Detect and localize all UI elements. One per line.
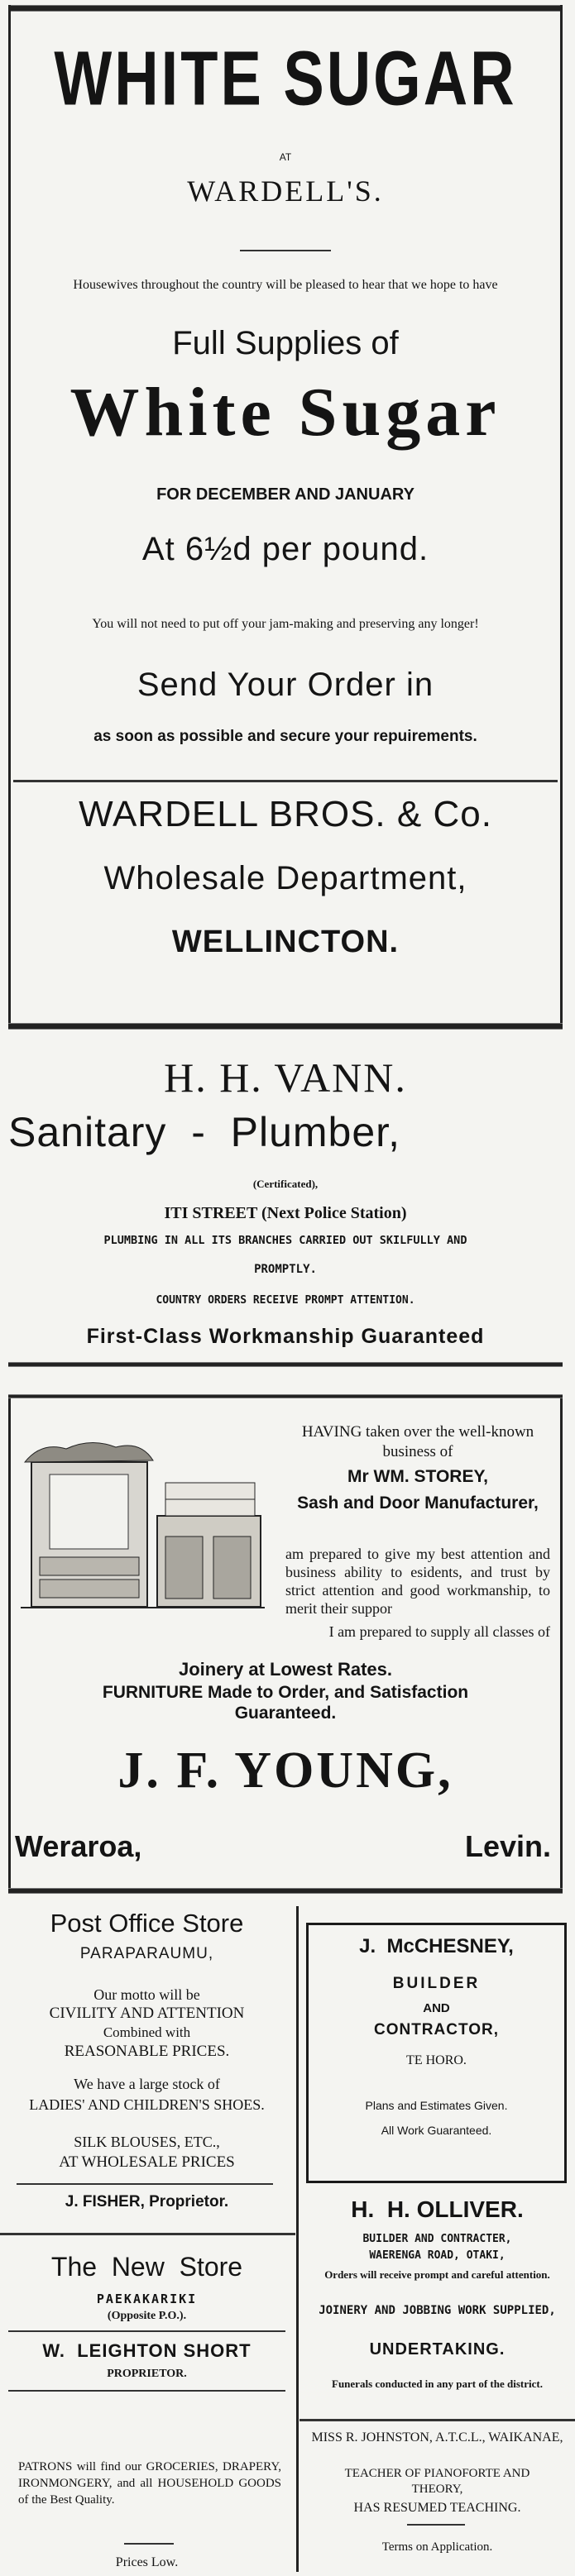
vann-plumbing: PLUMBING IN ALL ITS BRANCHES CARRIED OUT SKILFULLY AND [103,1234,467,1247]
mcchesney-builder: BUILDER [392,1975,481,1992]
cabinet-mirror [50,1474,128,1549]
fisher-shoes: LADIES' AND CHILDREN'S SHOES. [29,2096,265,2113]
mcchesney-and: AND [423,2001,450,2015]
olliver-name: H. H. OLLIVER. [351,2196,524,2222]
fisher-silk: SILK BLOUSES, ETC., [74,2134,220,2150]
short-name: W. LEIGHTON SHORT [42,2340,252,2361]
sugar-ad [8,0,563,1034]
mcchesney-work: All Work Guaranteed. [381,2124,492,2137]
fisher-combined: Combined with [103,2024,191,2040]
sugar-period: FOR DECEMBER AND JANUARY [156,485,414,504]
short-opp: (Opposite P.O.). [107,2310,187,2322]
fisher-place: PARAPARAUMU, [79,1945,214,1962]
sugar-note: You will not need to put off your jam-making and preserving any longer! [92,617,479,631]
cabinet-drawer-2 [40,1580,139,1598]
sugar-firm: WARDELL BROS. & Co. [79,794,492,834]
fisher-ad [0,1902,294,2237]
vann-ad [8,1044,563,1374]
sugar-send-order: Send Your Order in [137,667,434,703]
fisher-wholesale: AT WHOLESALE PRICES [59,2153,235,2171]
sugar-divider-2 [13,780,558,782]
sugar-bottom-border [8,1023,563,1030]
mcchesney-plans: Plans and Estimates Given. [365,2099,508,2112]
cabinet-drawer [40,1557,139,1575]
vann-country: COUNTRY ORDERS RECEIVE PROMPT ATTENTION. [156,1294,415,1307]
johnston-teacher: TEACHER OF PIANOFORTE AND THEORY, [344,2467,530,2496]
young-bottom-border [8,1888,563,1894]
short-divider-2 [8,2390,285,2392]
sugar-intro: Housewives throughout the country will be pleased to hear that we hope to have [73,278,498,292]
mcchesney-ad [306,1923,567,2183]
cabinet-crown [25,1442,153,1462]
vann-name: H. H. VANN. [164,1054,407,1101]
young-levin: Levin. [464,1829,551,1863]
johnston-name: MISS R. JOHNSTON, A.T.C.L., WAIKANAE, [311,2430,563,2445]
olliver-trade: BUILDER AND CONTRACTER, [362,2233,512,2245]
sugar-dept: Wholesale Department, [103,860,467,896]
short-place: PAEKAKARIKI [96,2292,198,2306]
vann-bottom-border [8,1362,563,1367]
mcchesney-name: J. McCHESNEY, [359,1935,514,1957]
sugar-divider [240,250,331,251]
short-divider [8,2330,285,2332]
young-name: J. F. YOUNG, [117,1742,453,1799]
olliver-bottom-rule [299,2419,575,2421]
fisher-proprietor: J. FISHER, Proprietor. [65,2193,229,2210]
olliver-undertaking: UNDERTAKING. [369,2340,506,2359]
fisher-motto: Our motto will be [93,1986,200,2003]
sugar-headline: WHITE SUGAR [54,35,517,122]
mcchesney-contractor: CONTRACTOR, [373,2021,500,2038]
sugar-store: WARDELL'S. [187,174,384,208]
vann-cert: (Certificated), [252,1178,319,1190]
olliver-funerals: Funerals conducted in any part of the district. [332,2378,543,2390]
young-attention: am prepared to give my best attention and business ability to esidents, and trust by strict attention and good workmanship, to merit their suppor [285,1546,550,1617]
vann-trade: Sanitary - Plumber, [8,1109,400,1155]
olliver-road: WAERENGA ROAD, OTAKI, [369,2249,506,2262]
young-furniture: FURNITURE Made to Order, and Satisfaction Guaranteed. [102,1683,469,1723]
sugar-secure: as soon as possible and secure your repuirements. [93,728,477,745]
mcchesney-place: TE HORO. [406,2053,467,2067]
young-supply: I am prepared to supply all classes of [328,1623,550,1640]
short-ad [0,2237,294,2576]
olliver-joinery: JOINERY AND JOBBING WORK SUPPLIED, [319,2304,556,2317]
vann-guarantee: First-Class Workmanship Guaranteed [86,1325,485,1348]
sugar-white-sugar: White Sugar [69,374,501,451]
fisher-title: Post Office Store [50,1909,244,1938]
johnston-terms: Terms on Application. [381,2540,493,2554]
short-proprietor: PROPRIETOR. [107,2368,187,2380]
fisher-divider [17,2183,273,2185]
column-divider [296,1906,299,2572]
sugar-price: At 6½d per pound. [141,531,429,567]
young-weraroa: Weraroa, [15,1829,142,1863]
desk-drawer-2 [213,1537,251,1599]
sugar-full-supplies: Full Supplies of [172,325,399,361]
fisher-civility: CIVILITY AND ATTENTION [49,2005,245,2022]
johnston-resumed: HAS RESUMED TEACHING. [353,2501,521,2515]
sugar-at: AT [279,151,292,163]
fisher-stock: We have a large stock of [74,2076,220,2092]
young-storey: Mr WM. STOREY, [347,1467,488,1486]
johnston-ad [299,2425,575,2574]
desk-drawer [165,1537,203,1599]
young-ad [8,1398,563,1894]
young-intro: HAVING taken over the well-known business of [301,1423,534,1460]
johnston-divider [407,2524,465,2526]
olliver-ad [299,2190,575,2438]
vann-address: ITI STREET (Next Police Station) [164,1204,407,1222]
olliver-orders: Orders will receive prompt and careful attention. [324,2268,550,2281]
sugar-city: WELLINCTON. [171,925,400,959]
short-text: PATRONS will find our GROCERIES, DRAPERY, IRONMONGERY, and all HOUSEHOLD GOODS of the Best Quality. [18,2460,281,2507]
short-title: The New Store [50,2252,243,2282]
young-sash: Sash and Door Manufacturer, [297,1494,539,1513]
short-prices: Prices Low. [115,2555,179,2569]
furniture-illustration [17,1437,269,1611]
fisher-prices: REASONABLE PRICES. [64,2043,230,2060]
fisher-bottom-rule [0,2233,295,2235]
vann-promptly: PROMPTLY. [254,1263,317,1276]
young-joinery: Joinery at Lowest Rates. [179,1659,392,1680]
short-divider-3 [124,2543,174,2545]
